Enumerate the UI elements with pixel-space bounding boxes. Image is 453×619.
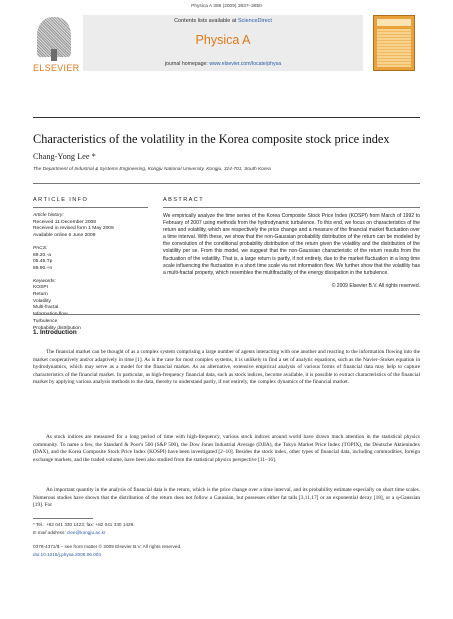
journal-citation-line: Physica A 388 (2009) 3837–3850 [191, 4, 262, 9]
homepage-line [83, 61, 363, 67]
keyword-item: Return [33, 292, 48, 298]
body-paragraph: The financial market can be thought of as a complex system comprising a large number of agents interacting with one another and reacting to the information flowing into the market cooperatively and/or adaptively in time [1]. As is the case for most complex systems, it is unlikely to find a set of analytic equations, such as the Navier–Stokes equation in hydrodynamics, which may serve as a model for the financial market. As an alternative, extensive empirical analysis of various forms of financial data may help to capture characteristics of the financial market. In particular, as high-frequency financial data, such as stock indices, become available, it is possible to extract characteristics of the financial market by applying various analysis methods to the data, thereby to understand partly, if not entirely, the complex dynamics of the financial market. [33, 349, 420, 386]
keyword-item: KOSPI [33, 285, 48, 291]
publisher-logo-text: ELSEVIER [33, 63, 80, 73]
email-label: E-mail address: [33, 530, 67, 535]
history-item: Received 11 December 2008 [33, 219, 96, 225]
cover-contents-block [377, 29, 411, 67]
journal-cover-thumbnail[interactable] [373, 15, 415, 71]
abstract-rule [163, 207, 420, 208]
article-title: Characteristics of the volatility in the Korea composite stock price index [33, 132, 390, 146]
article-info-heading: ARTICLE INFO [33, 197, 89, 203]
doi-text[interactable]: doi:10.1016/j.physa.2009.06.004 [33, 552, 102, 557]
keyword-item: Probability distribution [33, 325, 81, 331]
cover-title-band [377, 19, 411, 26]
body-paragraph: As stock indices are measured for a long period of time with high-frequency, various stock indices around world have drawn much attention in the statistical physics community. To name a few, the Standard & Poor's 500 (S&P 500), the Dow Jones Industrial Average (DJIA), the Tokyo Market Price Index (TOPIX), the Deutsche Aktienindex (DAX), and the Korea Composite Stock Price Index (KOSPI) have been investigated [2–10]. Besides the stock index, other types of financial data, including commodities, foreign exchange markets, and the traded volume, have been also studied from the statistical physics perspective [11–16]. [33, 434, 420, 463]
history-label: Article history: [33, 213, 64, 218]
pacs-item: 05.45.Tp [33, 259, 53, 265]
abstract-copyright: © 2009 Elsevier B.V. All rights reserved. [331, 283, 420, 289]
body-paragraph: An important quantity in the analysis of financial data is the return, which is the price change over a time interval, and its probability estimate especially on short time scales. Numerous studies have shown that the distribution of the return does not follow a Gaussian, but possesses either fat tails [3,11,17] or an exponential decay [18], or a q-Gaussian [19]. For [33, 487, 420, 509]
contents-line [83, 18, 363, 24]
keyword-item: Turbulence [33, 318, 58, 324]
article-info-rule [33, 207, 148, 208]
pacs-item: 89.20.-a [33, 252, 51, 258]
history-item: Received in revised form 1 May 2009 [33, 226, 114, 232]
tree-trunk [51, 49, 57, 61]
history-item: Available online 6 June 2009 [33, 233, 96, 239]
header-divider [33, 117, 420, 118]
abstract-end-rule [33, 314, 420, 315]
contents-prefix: Contents lists available at [174, 18, 238, 24]
journal-banner [83, 15, 363, 71]
elsevier-logo[interactable] [33, 15, 80, 77]
keyword-item: Volatility [33, 298, 51, 304]
pacs-label: PACS: [33, 245, 48, 251]
email-link[interactable]: clee@kongju.ac.kr [66, 530, 106, 535]
footnote-email-line [33, 530, 106, 535]
section-heading: 1. Introduction [33, 329, 77, 336]
abstract-heading: ABSTRACT [163, 197, 205, 203]
keyword-item: Information flow [33, 312, 68, 318]
abstract-text: We empirically analyze the time series of the Korea Composite Stock Price Index (KOSPI) from March of 1992 to February of 2007 using methods from the hydrodynamic turbulence. To this end, we focus on characteristics of the return and volatility, which are respectively the price change and a measure of the financial market fluctuation over a time interval. With these, we show that the non-Gaussian probability distribution of the return can be modeled by the convolution of the conditional probability distribution of the return given the volatility and the distribution of the volatility per se. From this model, we suggest that the non-Gaussian characteristic of the return results from the fluctuation of the volatility. That is, a large return is partly, if not entirely, due to the market fluctuation in a long time scale influencing the fluctuation in a short time scale via net information flow. We further show that the volatility has a multi-fractal property, which resembles the multifractality of the energy dissipation in the turbulence. [163, 213, 420, 276]
author-affiliation: The Department of Industrial & Systems Engineering, Kongju National University, Kongju, 314-701, South Korea [33, 167, 271, 172]
footnote-rule [33, 518, 93, 519]
journal-header [33, 15, 420, 77]
doi-link[interactable] [33, 552, 101, 557]
homepage-prefix: journal homepage: [164, 61, 210, 67]
keywords-label: Keywords: [33, 278, 56, 284]
front-divider [33, 183, 420, 184]
footnote-contact: * Tel.: +82 041 330 1423; fax: +82 041 330 1429. [33, 522, 135, 527]
issn-line: 0378-4371/$ – see front matter © 2009 Elsevier B.V. All rights reserved. [33, 544, 182, 549]
article-author: Chang-Yong Lee * [33, 152, 96, 161]
sciencedirect-link[interactable]: ScienceDirect [237, 18, 272, 24]
pacs-item: 89.90.+n [33, 265, 53, 271]
journal-title: Physica A [195, 33, 251, 47]
keyword-item: Multi-fractal [33, 305, 59, 311]
homepage-link[interactable]: www.elsevier.com/locate/physa [209, 61, 282, 67]
